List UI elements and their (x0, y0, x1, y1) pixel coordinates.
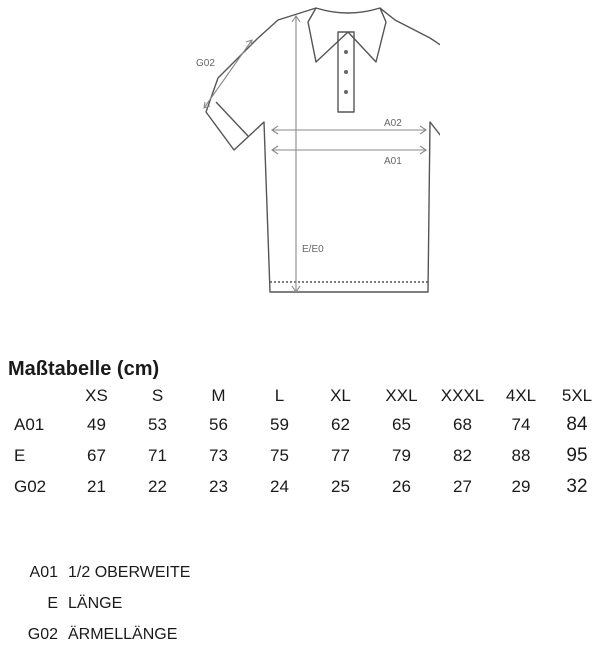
table-cell: 32 (566, 475, 588, 497)
legend-item (8, 557, 190, 588)
table-cell: 62 (331, 414, 350, 434)
table-cell: 84 (566, 413, 588, 435)
table-cell: 95 (566, 444, 588, 466)
table-row (8, 440, 605, 471)
table-cell: 25 (331, 476, 350, 496)
table-cell: 27 (453, 476, 472, 496)
legend-label: ÄRMELLÄNGE (68, 625, 178, 643)
size-header: M (211, 386, 226, 405)
label-g02: G02 (196, 58, 215, 69)
size-header: XXXL (440, 386, 485, 405)
table-cell: 68 (453, 414, 472, 434)
table-row (8, 471, 605, 502)
table-cell: 71 (148, 445, 167, 465)
legend (8, 557, 190, 650)
table-cell: 75 (270, 445, 289, 465)
legend-label: 1/2 OBERWEITE (68, 563, 191, 581)
size-header-row (8, 383, 605, 409)
table-cell: 73 (209, 445, 228, 465)
table-cell: 22 (148, 476, 167, 496)
row-code: A01 (14, 414, 45, 434)
table-cell: 74 (511, 414, 531, 434)
table-cell: 49 (87, 414, 106, 434)
label-a02: A02 (384, 118, 402, 129)
legend-item (8, 619, 190, 650)
table-cell: 88 (511, 445, 531, 465)
table-cell: 29 (511, 476, 531, 496)
row-code: G02 (14, 476, 47, 496)
size-header: S (151, 386, 164, 405)
size-table (8, 383, 605, 502)
table-cell: 24 (270, 476, 289, 496)
size-header: 4XL (505, 386, 537, 405)
table-cell: 67 (87, 445, 106, 465)
table-cell: 21 (87, 476, 106, 496)
legend-code: A01 (29, 563, 58, 581)
table-cell: 26 (392, 476, 411, 496)
table-cell: 65 (392, 414, 411, 434)
size-header: XS (85, 386, 108, 405)
size-header: XXL (385, 386, 418, 405)
row-code: E (14, 445, 26, 465)
size-header: 5XL (561, 386, 593, 405)
table-cell: 79 (392, 445, 411, 465)
polo-shirt-diagram (190, 0, 440, 305)
table-cell: 82 (453, 445, 472, 465)
size-header: XL (330, 386, 351, 405)
legend-item (8, 588, 190, 619)
table-cell: 77 (331, 445, 350, 465)
legend-code: E (47, 594, 58, 612)
table-cell: 59 (270, 414, 289, 434)
table-cell: 56 (209, 414, 228, 434)
size-table-title: Maßtabelle (cm) (8, 358, 160, 380)
label-a01: A01 (384, 156, 402, 167)
table-cell: 23 (209, 476, 228, 496)
size-header: L (274, 386, 285, 405)
legend-code: G02 (27, 625, 58, 643)
table-cell: 53 (148, 414, 167, 434)
shirt-collar (308, 8, 386, 62)
table-row (8, 409, 605, 440)
legend-label: LÄNGE (68, 594, 123, 612)
label-e: E/E0 (302, 244, 324, 255)
